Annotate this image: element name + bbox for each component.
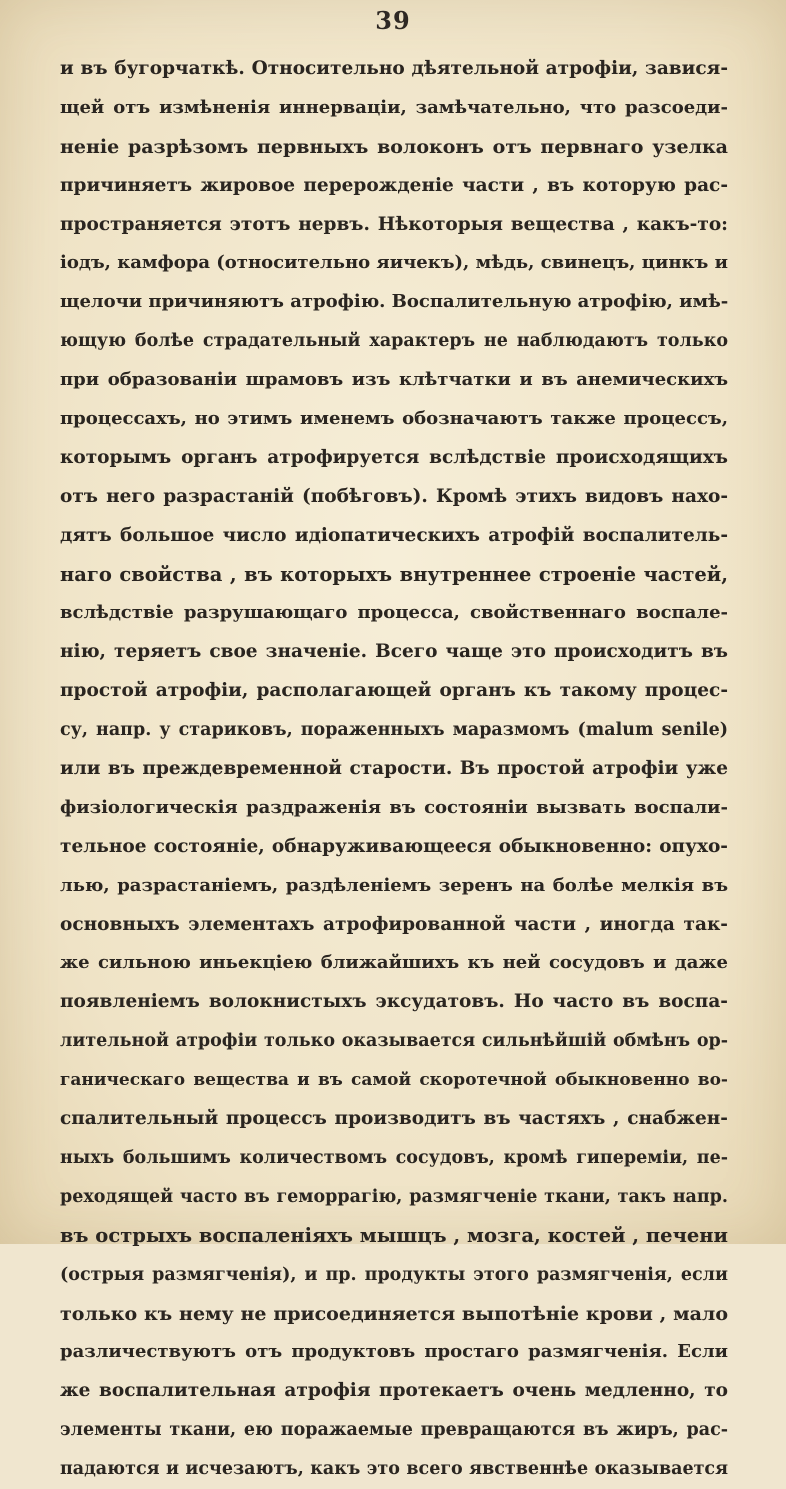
text-line: ющую болѣе страдательный характеръ не наблюдаютъ только	[60, 331, 728, 352]
text-line: дятъ большое число идіопатическихъ атрофій воспалитель-	[60, 524, 728, 546]
text-line: элементы ткани, ею поражаемые превращаются въ жиръ, рас-	[60, 1420, 728, 1441]
text-line: наго свойства , въ которыхъ внутреннее строеніе частей,	[60, 562, 728, 586]
text-line: появленіемъ волокнистыхъ эксудатовъ. Но часто въ воспа-	[60, 991, 728, 1013]
text-line: вслѣдствіе разрушающаго процесса, свойственнаго воспале-	[60, 602, 728, 624]
text-line: основныхъ элементахъ атрофированной части , иногда так-	[60, 913, 728, 935]
text-line: лительной атрофіи только оказывается сильнѣйшій обмѣнъ ор-	[60, 1031, 728, 1052]
text-line: отъ него разрастаній (побѣговъ). Кромѣ этихъ видовъ нахо-	[60, 485, 728, 507]
text-line: при образованіи шрамовъ изъ клѣтчатки и въ анемическихъ	[60, 369, 728, 391]
text-line: же воспалительная атрофія протекаетъ очень медленно, то	[60, 1380, 728, 1402]
text-line: (острыя размягченія), и пр. продукты этого размягченія, если	[60, 1264, 728, 1285]
text-line: пространяется этотъ нервъ. Нѣкоторыя вещества , какъ-то:	[60, 213, 728, 235]
text-line: щелочи причиняютъ атрофію. Воспалительную атрофію, имѣ-	[60, 291, 728, 313]
text-line: ганическаго вещества и въ самой скоротечной обыкновенно во-	[60, 1070, 728, 1091]
text-line: или въ преждевременной старости. Въ простой атрофіи уже	[60, 758, 728, 780]
text-line: процессахъ, но этимъ именемъ обозначаютъ также процессъ,	[60, 408, 728, 430]
text-line: падаются и исчезаютъ, какъ это всего явственнѣе оказывается	[60, 1459, 728, 1480]
text-line: неніе разрѣзомъ первныхъ волоконъ отъ первнаго узелка	[60, 135, 728, 158]
page-number: 39	[375, 6, 411, 35]
text-line: ныхъ большимъ количествомъ сосудовъ, кромѣ гипереміи, пе-	[60, 1147, 728, 1168]
text-line: лью, разрастаніемъ, раздѣленіемъ зеренъ на болѣе мелкія въ	[60, 874, 728, 896]
text-line: реходящей часто въ геморрагію, размягченіе ткани, такъ напр.	[60, 1186, 728, 1207]
text-line: и въ бугорчаткѣ. Относительно дѣятельной атрофіи, завися-	[60, 58, 728, 79]
text-line: нію, теряетъ свое значеніе. Всего чаще это происходитъ въ	[60, 641, 728, 663]
text-line: же сильною иньекціею ближайшихъ къ ней сосудовъ и даже	[60, 952, 728, 974]
text-line: спалительный процессъ производитъ въ частяхъ , снабжен-	[60, 1108, 728, 1130]
text-line: только къ нему не присоединяется выпотѣніе крови , мало	[60, 1302, 728, 1325]
text-line: тельное состояніе, обнаруживающееся обыкновенно: опухо-	[60, 835, 728, 857]
text-line: которымъ органъ атрофируется вслѣдствіе происходящихъ	[60, 446, 728, 468]
text-line: причиняетъ жировое перерожденіе части , въ которую рас-	[60, 174, 728, 196]
text-line: простой атрофіи, располагающей органъ къ такому процес-	[60, 680, 728, 702]
body-text	[60, 50, 728, 1489]
text-line: различествуютъ отъ продуктовъ простаго размягченія. Если	[60, 1341, 728, 1363]
text-line: въ острыхъ воспаленіяхъ мышцъ , мозга, костей , печени	[60, 1223, 728, 1247]
text-line: су, напр. у стариковъ, пораженныхъ маразмомъ (malum senile)	[60, 720, 728, 741]
text-line: щей отъ измѣненія иннерваціи, замѣчательно, что разсоеди-	[60, 96, 728, 118]
text-line: іодъ, камфора (относительно яичекъ), мѣдь, свинецъ, цинкъ и	[60, 252, 728, 274]
text-line: физіологическія раздраженія въ состояніи вызвать воспали-	[60, 796, 728, 818]
